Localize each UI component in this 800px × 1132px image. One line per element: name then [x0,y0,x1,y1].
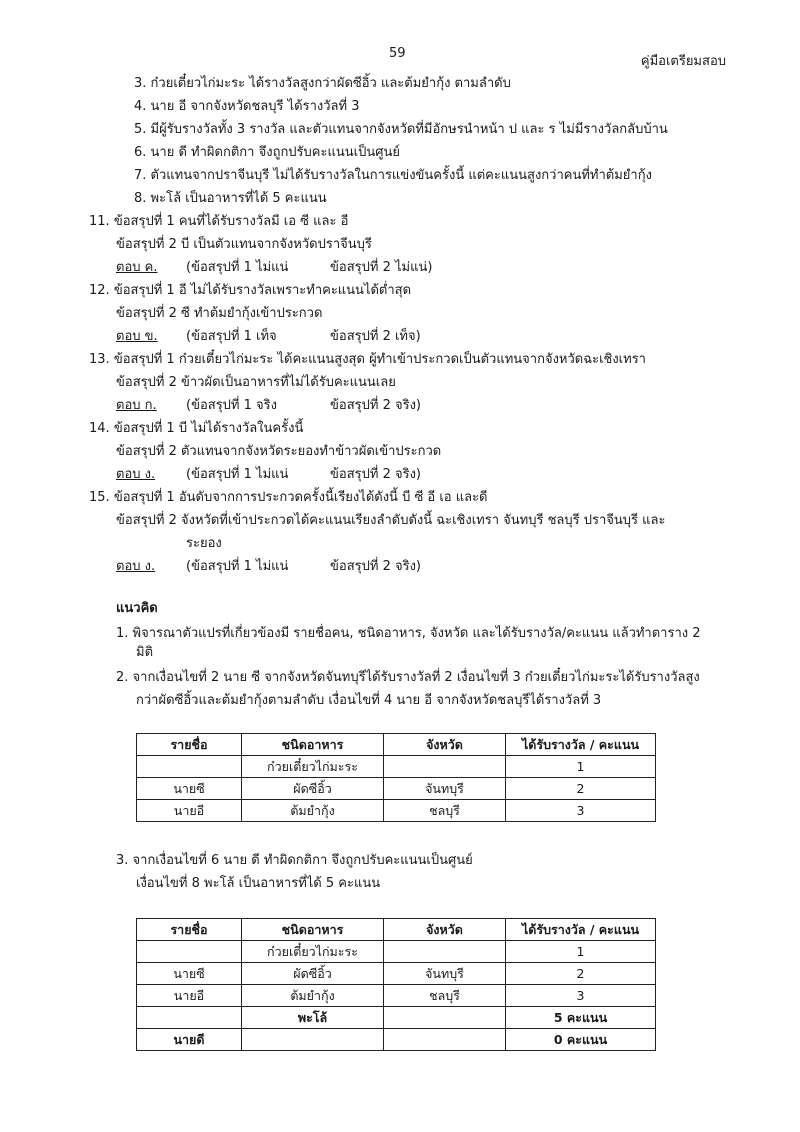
table-cell: 2 [506,963,656,985]
concept-text: จากเงื่อนไขที่ 2 นาย ซี จากจังหวัดจันทบุรีได้รับรางวัลที่ 2 เงื่อนไขที่ 3 ก๋วยเตี๋ยวไก่มะระได้รับรางวัลสูง [132,670,700,685]
answer-part-1: (ข้อสรุปที่ 1 ไม่แน่ [186,467,289,482]
question-conclusion-1 [89,419,303,439]
page-number: 59 [389,46,406,61]
column-header: จังหวัด [384,734,506,756]
table-cell: นายดี [137,1029,242,1051]
answer-line [116,327,421,347]
table-cell: ก๋วยเตี๋ยวไก่มะระ [242,756,384,778]
condition-number: 8. [134,191,147,206]
table-cell: นายอี [137,800,242,822]
table-cell [137,1007,242,1029]
answer-part-1: (ข้อสรุปที่ 1 ไม่แน่ [186,260,289,275]
answer-label: ตอบ ก. [116,398,157,413]
table-row [137,985,656,1007]
conclusion-label: ข้อสรุปที่ 2 [116,237,177,252]
condition-number: 3. [134,76,147,91]
concept-number: 1. [116,626,129,641]
table-cell: จันทบุรี [384,963,506,985]
table-cell: 0 คะแนน [506,1029,656,1051]
answer-label: ตอบ ง. [116,467,156,482]
conclusion-continuation: ระยอง [186,536,222,551]
table-cell [137,941,242,963]
result-table-1 [136,733,656,822]
table-cell: ผัดซีอิ้ว [242,963,384,985]
condition-text: นาย ดี ทำผิดกติกา จึงถูกปรับคะแนนเป็นศูนย์ [150,145,400,160]
condition-number: 4. [134,99,147,114]
concept-heading: แนวคิด [116,601,158,616]
answer-line [116,396,421,416]
condition-text: พะโล้ เป็นอาหารที่ได้ 5 คะแนน [150,191,327,206]
table-cell [384,941,506,963]
table-header-row [137,734,656,756]
answer-part-2: ข้อสรุปที่ 2 เท็จ) [330,329,421,344]
question-conclusion-2 [116,235,372,255]
condition-number: 6. [134,145,147,160]
concept-text: จากเงื่อนไขที่ 6 นาย ดี ทำผิดกติกา จึงถูกปรับคะแนนเป็นศูนย์ [132,853,473,868]
table-cell: นายซี [137,778,242,800]
condition-item [134,143,400,163]
column-header: รายชื่อ [137,734,242,756]
question-number: 15. [89,490,110,505]
answer-part-2: ข้อสรุปที่ 2 จริง) [330,398,421,413]
column-header: รายชื่อ [137,919,242,941]
table-row [137,1029,656,1051]
condition-item [134,97,360,117]
condition-item [134,74,511,94]
condition-text: ตัวแทนจากปราจีนบุรี ไม่ได้รับรางวัลในการแข่งขันครั้งนี้ แต่คะแนนสูงกว่าคนที่ทำต้มยำกุ้ง [150,168,652,183]
question-conclusion-1 [89,281,411,301]
concept-item [116,624,701,644]
table-cell: 3 [506,800,656,822]
table-cell [242,1029,384,1051]
table-row [137,778,656,800]
question-conclusion-1 [89,488,488,508]
table-row [137,756,656,778]
column-header: ชนิดอาหาร [242,919,384,941]
answer-part-2: ข้อสรุปที่ 2 จริง) [330,467,421,482]
question-conclusion-1 [89,212,348,232]
book-title: คู่มือเตรียมสอบ [640,54,726,69]
condition-item [134,189,327,209]
answer-part-1: (ข้อสรุปที่ 1 จริง [186,398,277,413]
conclusion-label: ข้อสรุปที่ 2 [116,513,177,528]
question-conclusion-2 [116,511,665,531]
conclusion-label: ข้อสรุปที่ 2 [116,444,177,459]
table-cell [384,1007,506,1029]
condition-text: นาย อี จากจังหวัดชลบุรี ได้รางวัลที่ 3 [150,99,360,114]
question-number: 12. [89,283,110,298]
answer-label: ตอบ ง. [116,559,156,574]
condition-number: 5. [134,122,147,137]
conclusion-label: ข้อสรุปที่ 1 [113,214,175,229]
column-header: ได้รับรางวัล / คะแนน [506,919,656,941]
question-conclusion-2 [116,442,441,462]
conclusion-text: อันดับจากการประกวดครั้งนี้เรียงได้ดังนี้ บี ซี อี เอ และดี [178,490,488,505]
table-cell: ต้มยำกุ้ง [242,800,384,822]
table-cell: พะโล้ [242,1007,384,1029]
table-cell: นายอี [137,985,242,1007]
table-cell: 3 [506,985,656,1007]
conclusion-text: คนที่ได้รับรางวัลมี เอ ซี และ อี [178,214,349,229]
conclusion-text: ข้าวผัดเป็นอาหารที่ไม่ได้รับคะแนนเลย [180,375,396,390]
answer-part-1: (ข้อสรุปที่ 1 เท็จ [186,329,277,344]
conclusion-label: ข้อสรุปที่ 2 [116,375,177,390]
question-conclusion-2 [116,304,322,324]
condition-text: มีผู้รับรางวัลทั้ง 3 รางวัล และตัวแทนจากจังหวัดที่มีอักษรนำหน้า ป และ ร ไม่มีรางวัลกลับบ้าน [150,122,668,137]
table-row [137,1007,656,1029]
answer-label: ตอบ ค. [116,260,158,275]
conclusion-text: ตัวแทนจากจังหวัดระยองทำข้าวผัดเข้าประกวด [180,444,442,459]
table-cell: 1 [506,941,656,963]
table-cell [384,756,506,778]
conclusion-label: ข้อสรุปที่ 1 [113,490,175,505]
conclusion-label: ข้อสรุปที่ 2 [116,306,177,321]
question-number: 13. [89,352,110,367]
table-row [137,963,656,985]
column-header: ได้รับรางวัล / คะแนน [506,734,656,756]
table-cell [384,1029,506,1051]
conclusion-label: ข้อสรุปที่ 1 [113,421,175,436]
concept-number: 2. [116,670,129,685]
table-cell: ชลบุรี [384,800,506,822]
table-cell: จันทบุรี [384,778,506,800]
concept-item-continuation: เงื่อนไขที่ 8 พะโล้ เป็นอาหารที่ได้ 5 คะแนน [136,876,381,891]
concept-number: 3. [116,853,129,868]
question-number: 14. [89,421,110,436]
conclusion-text: จังหวัดที่เข้าประกวดได้คะแนนเรียงลำดับดังนี้ ฉะเชิงเทรา จันทบุรี ชลบุรี ปราจีนบุรี และ [180,513,666,528]
table-cell: ผัดซีอิ้ว [242,778,384,800]
concept-item-continuation: มิติ [136,645,154,660]
table-row [137,941,656,963]
question-conclusion-1 [89,350,646,370]
answer-part-2: ข้อสรุปที่ 2 จริง) [330,559,421,574]
table-cell: ต้มยำกุ้ง [242,985,384,1007]
table-cell: ชลบุรี [384,985,506,1007]
table-cell: 2 [506,778,656,800]
column-header: จังหวัด [384,919,506,941]
conclusion-text: ก๋วยเตี๋ยวไก่มะระ ได้คะแนนสูงสุด ผู้ทำเข้าประกวดเป็นตัวแทนจากจังหวัดฉะเชิงเทรา [178,352,646,367]
concept-item [116,851,473,871]
conclusion-text: ซี ทำต้มยำกุ้งเข้าประกวด [180,306,323,321]
table-cell: 5 คะแนน [506,1007,656,1029]
table-header-row [137,919,656,941]
question-number: 11. [89,214,110,229]
answer-label: ตอบ ข. [116,329,158,344]
condition-item [134,120,668,140]
question-conclusion-2 [116,373,396,393]
condition-item [134,166,652,186]
table-row [137,800,656,822]
column-header: ชนิดอาหาร [242,734,384,756]
conclusion-label: ข้อสรุปที่ 1 [113,283,175,298]
conclusion-text: บี เป็นตัวแทนจากจังหวัดปราจีนบุรี [180,237,372,252]
concept-item [116,668,700,688]
answer-part-2: ข้อสรุปที่ 2 ไม่แน่) [330,260,433,275]
condition-number: 7. [134,168,147,183]
table-cell: 1 [506,756,656,778]
result-table-2 [136,918,656,1051]
answer-line [116,258,433,278]
concept-text: พิจารณาตัวแปรที่เกี่ยวข้องมี รายชื่อคน, ชนิดอาหาร, จังหวัด และได้รับรางวัล/คะแนน แล้วทำตาราง 2 [132,626,701,641]
conclusion-text: บี ไม่ได้รางวัลในครั้งนี้ [178,421,304,436]
answer-line [116,557,421,577]
table-cell [137,756,242,778]
answer-line [116,465,421,485]
concept-item-continuation: กว่าผัดซีอิ้วและต้มยำกุ้งตามลำดับ เงื่อนไขที่ 4 นาย อี จากจังหวัดชลบุรีได้รางวัลที่ 3 [136,693,602,708]
table-cell: ก๋วยเตี๋ยวไก่มะระ [242,941,384,963]
conclusion-text: อี ไม่ได้รับรางวัลเพราะทำคะแนนได้ต่ำสุด [178,283,412,298]
condition-text: ก๋วยเตี๋ยวไก่มะระ ได้รางวัลสูงกว่าผัดซีอิ้ว และต้มยำกุ้ง ตามลำดับ [150,76,511,91]
answer-part-1: (ข้อสรุปที่ 1 ไม่แน่ [186,559,289,574]
conclusion-label: ข้อสรุปที่ 1 [113,352,175,367]
table-cell: นายซี [137,963,242,985]
